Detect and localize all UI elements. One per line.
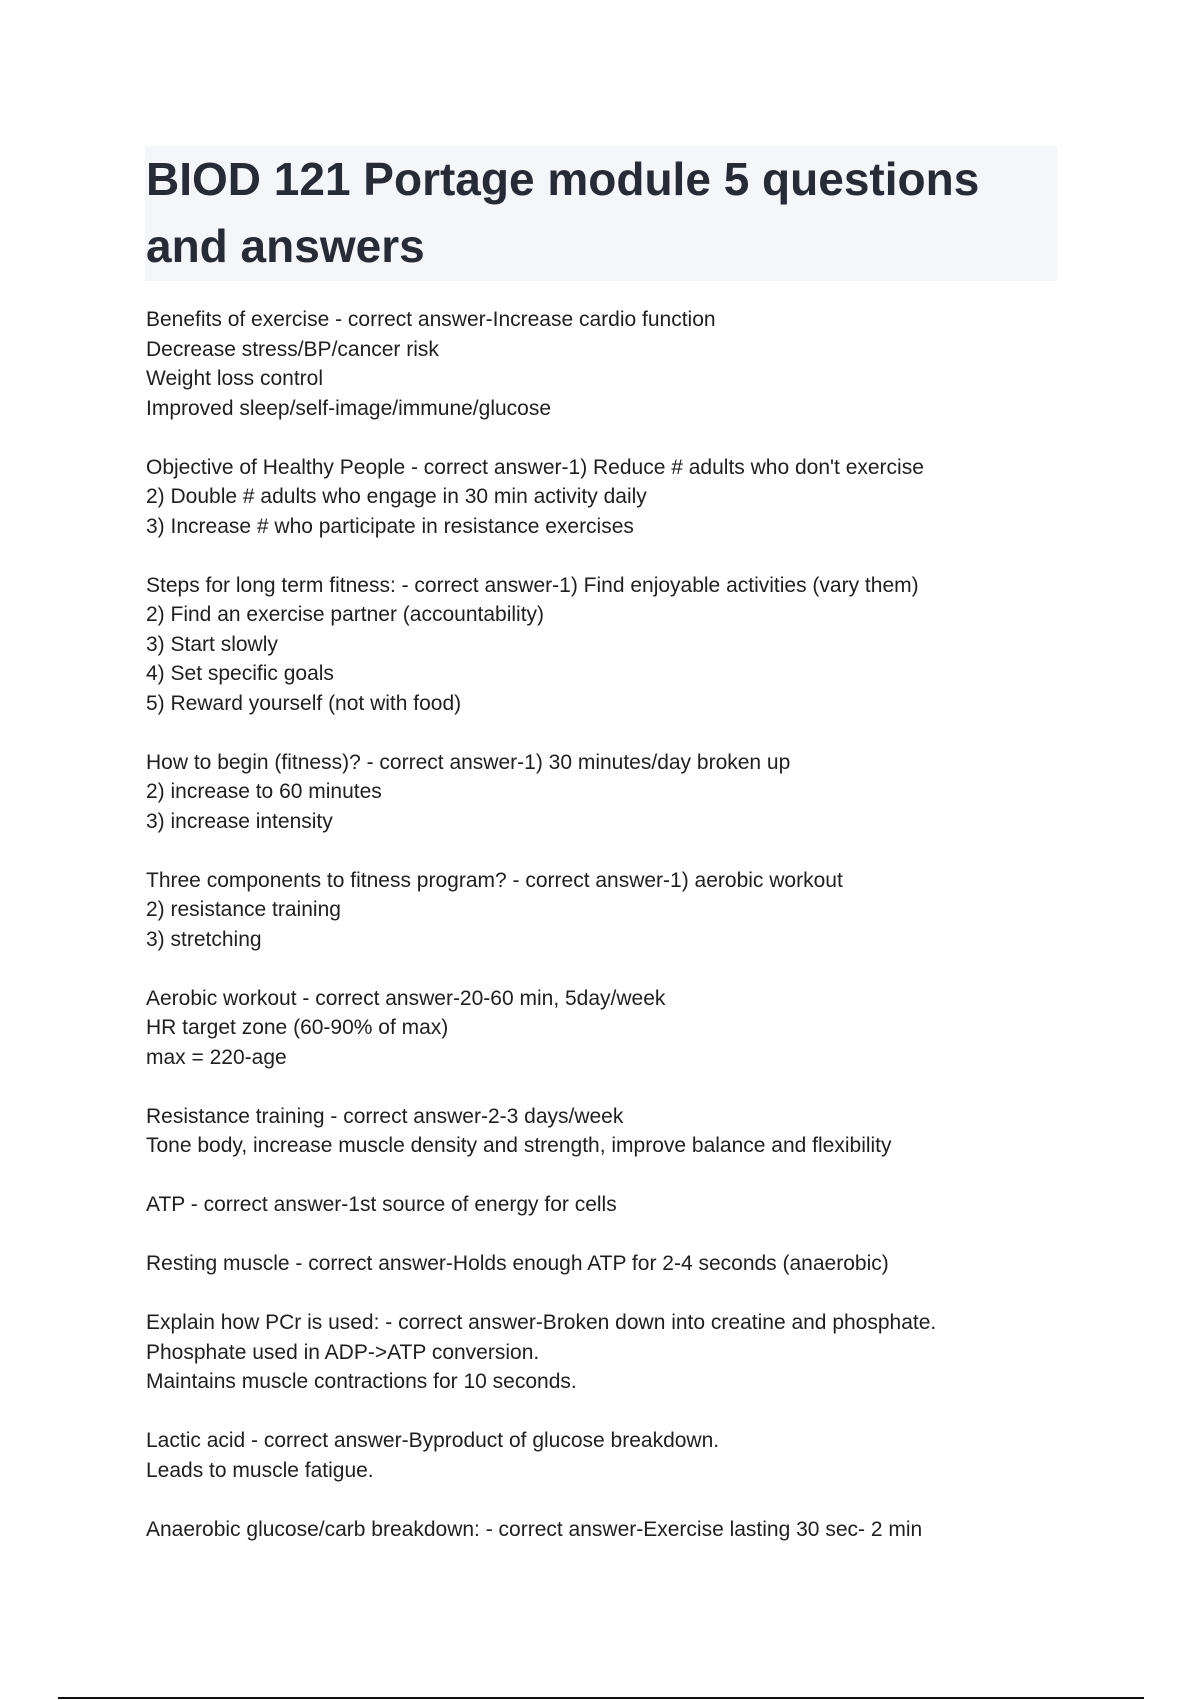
qa-question-line: Anaerobic glucose/carb breakdown: - correct answer-Exercise lasting 30 sec- 2 min: [146, 1517, 923, 1541]
qa-item: [146, 305, 1106, 423]
qa-answer-line: 2) increase to 60 minutes: [146, 780, 382, 803]
qa-question-line: Three components to fitness program? - correct answer-1) aerobic workout: [146, 868, 843, 892]
qa-item: [146, 1249, 1106, 1279]
qa-item: [146, 866, 1106, 955]
qa-answer-line: 2) Double # adults who engage in 30 min activity daily: [146, 485, 647, 508]
qa-question-line: Objective of Healthy People - correct answer-1) Reduce # adults who don't exercise: [146, 455, 924, 479]
qa-question-line: ATP - correct answer-1st source of energy for cells: [146, 1193, 617, 1216]
qa-question-line: Benefits of exercise - correct answer-Increase cardio function: [146, 308, 716, 331]
qa-item: [146, 1308, 1106, 1397]
qa-answer-line: 2) Find an exercise partner (accountability): [146, 603, 545, 626]
qa-item: [146, 571, 1106, 719]
qa-answer-line: HR target zone (60-90% of max): [146, 1016, 449, 1039]
qa-list: [146, 305, 1106, 1574]
qa-answer-line: Phosphate used in ADP->ATP conversion.: [146, 1340, 540, 1364]
qa-answer-line: Weight loss control: [146, 367, 324, 390]
qa-answer-line: Decrease stress/BP/cancer risk: [146, 337, 439, 361]
qa-item: [146, 748, 1106, 837]
qa-answer-line: 3) Start slowly: [146, 632, 278, 656]
qa-answer-line: 4) Set specific goals: [146, 662, 334, 685]
qa-answer-line: Maintains muscle contractions for 10 seconds.: [146, 1370, 577, 1393]
page-title: BIOD 121 Portage module 5 questions and answers: [146, 153, 980, 272]
qa-question-line: Explain how PCr is used: - correct answer-Broken down into creatine and phosphate.: [146, 1311, 937, 1334]
qa-question-line: Aerobic workout - correct answer-20-60 min, 5day/week: [146, 986, 666, 1010]
qa-item: [146, 453, 1106, 542]
qa-answer-line: 3) stretching: [146, 927, 262, 951]
qa-answer-line: Leads to muscle fatigue.: [146, 1458, 374, 1482]
qa-item: [146, 984, 1106, 1073]
qa-question-line: Steps for long term fitness: - correct answer-1) Find enjoyable activities (vary them): [146, 573, 919, 597]
qa-answer-line: 3) Increase # who participate in resistance exercises: [146, 514, 634, 538]
qa-answer-line: Tone body, increase muscle density and strength, improve balance and flexibility: [146, 1134, 892, 1157]
qa-item: [146, 1190, 1106, 1220]
qa-question-line: Lactic acid - correct answer-Byproduct of glucose breakdown.: [146, 1429, 720, 1452]
qa-question-line: How to begin (fitness)? - correct answer-1) 30 minutes/day broken up: [146, 750, 791, 774]
qa-item: [146, 1426, 1106, 1485]
title-block: [145, 146, 1057, 281]
qa-question-line: Resting muscle - correct answer-Holds enough ATP for 2-4 seconds (anaerobic): [146, 1252, 889, 1275]
qa-item: [146, 1515, 1106, 1545]
qa-answer-line: 3) increase intensity: [146, 809, 333, 833]
qa-item: [146, 1102, 1106, 1161]
footer-divider: [58, 1697, 1144, 1699]
qa-answer-line: 2) resistance training: [146, 898, 341, 921]
qa-question-line: Resistance training - correct answer-2-3 days/week: [146, 1104, 624, 1128]
qa-answer-line: max = 220-age: [146, 1045, 287, 1069]
qa-answer-line: 5) Reward yourself (not with food): [146, 691, 462, 715]
qa-answer-line: Improved sleep/self-image/immune/glucose: [146, 396, 552, 420]
